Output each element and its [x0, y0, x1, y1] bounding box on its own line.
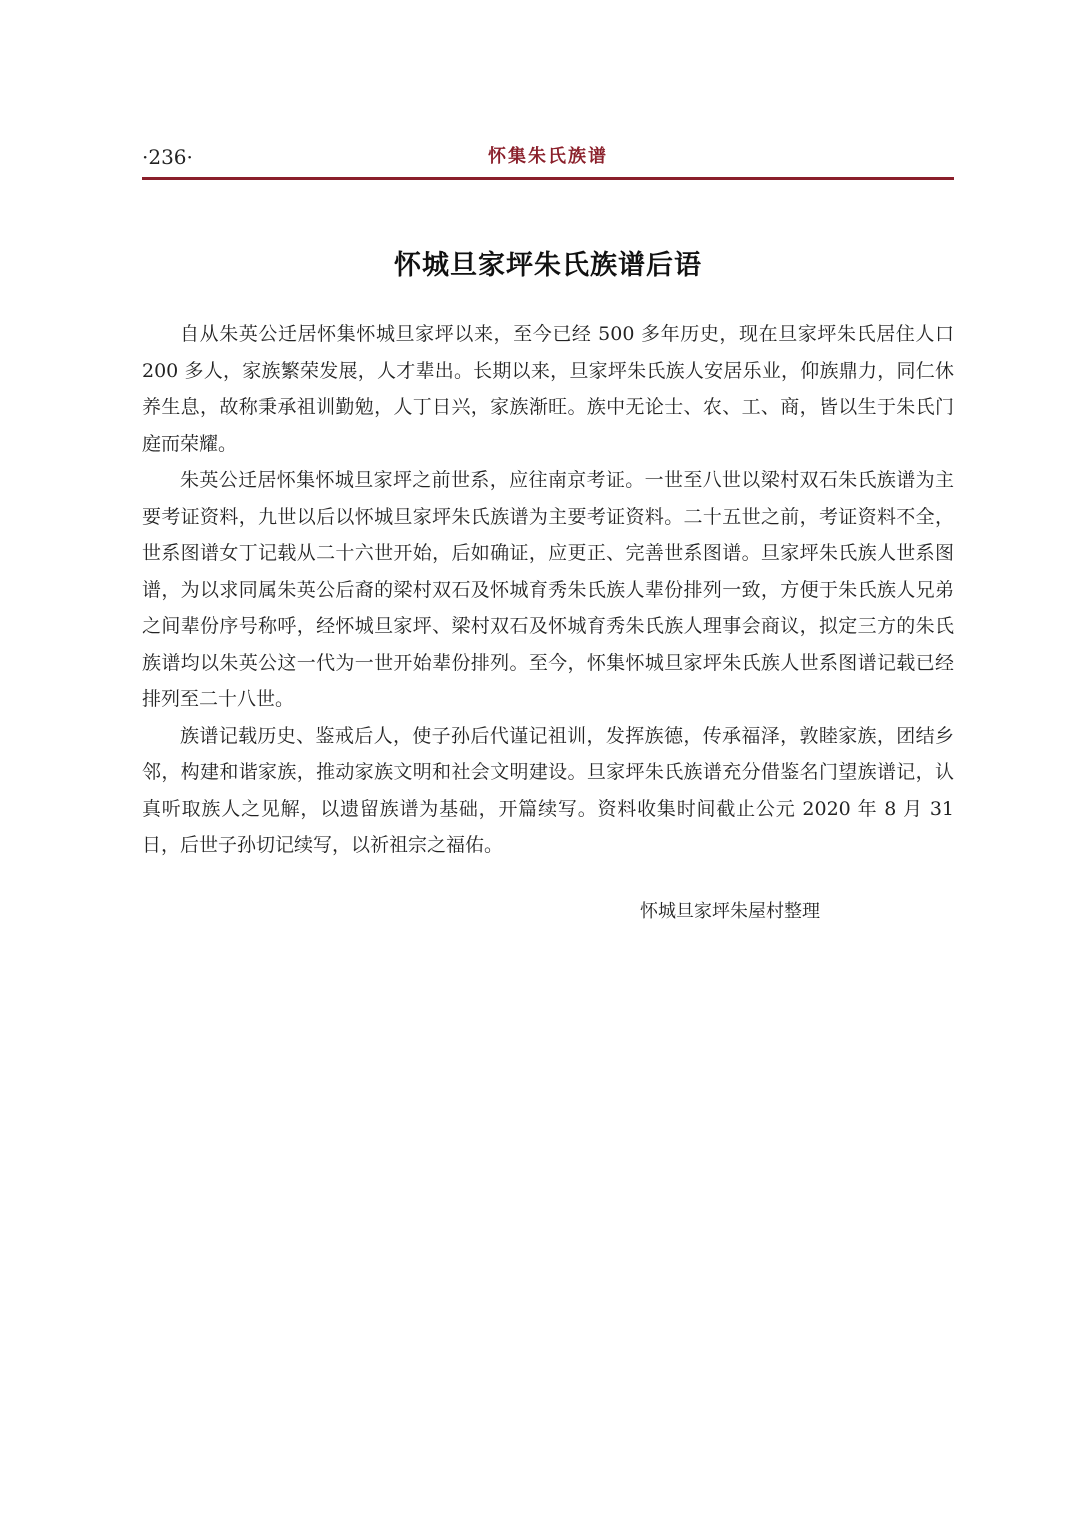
- article-title: 怀城旦家坪朱氏族谱后语: [394, 250, 702, 281]
- page-number: ·236·: [142, 145, 193, 169]
- header-divider: [142, 177, 954, 180]
- paragraph: 族谱记载历史、鉴戒后人，使子孙后代谨记祖训，发挥族德，传承福泽，敦睦家族，团结乡邻，构建和谐家族，推动家族文明和社会文明建设。旦家坪朱氏族谱充分借鉴名门望族谱记，认真听取族人之见解，以遗留族谱为基础，开篇续写。资料收集时间截止公元 2020 年 8 月 31 日，后世子孙切记续写，以祈祖宗之福佑。: [142, 724, 954, 856]
- book-title: 怀集朱氏族谱: [488, 146, 608, 167]
- running-header: [142, 140, 954, 182]
- signature-line: 怀城旦家坪朱屋村整理: [640, 901, 820, 922]
- article-body: [142, 316, 954, 864]
- paragraph: 自从朱英公迁居怀集怀城旦家坪以来，至今已经 500 多年历史，现在旦家坪朱氏居住人口 200 多人，家族繁荣发展，人才辈出。长期以来，旦家坪朱氏族人安居乐业，仰族鼎力，同仁休养生息，故称秉承祖训勤勉，人丁日兴，家族渐旺。族中无论士、农、工、商，皆以生于朱氏门庭而荣耀。: [142, 323, 954, 455]
- paragraph: 朱英公迁居怀集怀城旦家坪之前世系，应往南京考证。一世至八世以梁村双石朱氏族谱为主要考证资料，九世以后以怀城旦家坪朱氏族谱为主要考证资料。二十五世之前，考证资料不全，世系图谱女丁记载从二十六世开始，后如确证，应更正、完善世系图谱。旦家坪朱氏族人世系图谱，为以求同属朱英公后裔的梁村双石及怀城育秀朱氏族人辈份排列一致，方便于朱氏族人兄弟之间辈份序号称呼，经怀城旦家坪、梁村双石及怀城育秀朱氏族人理事会商议，拟定三方的朱氏族谱均以朱英公这一代为一世开始辈份排列。至今，怀集怀城旦家坪朱氏族人世系图谱记载已经排列至二十八世。: [142, 469, 954, 710]
